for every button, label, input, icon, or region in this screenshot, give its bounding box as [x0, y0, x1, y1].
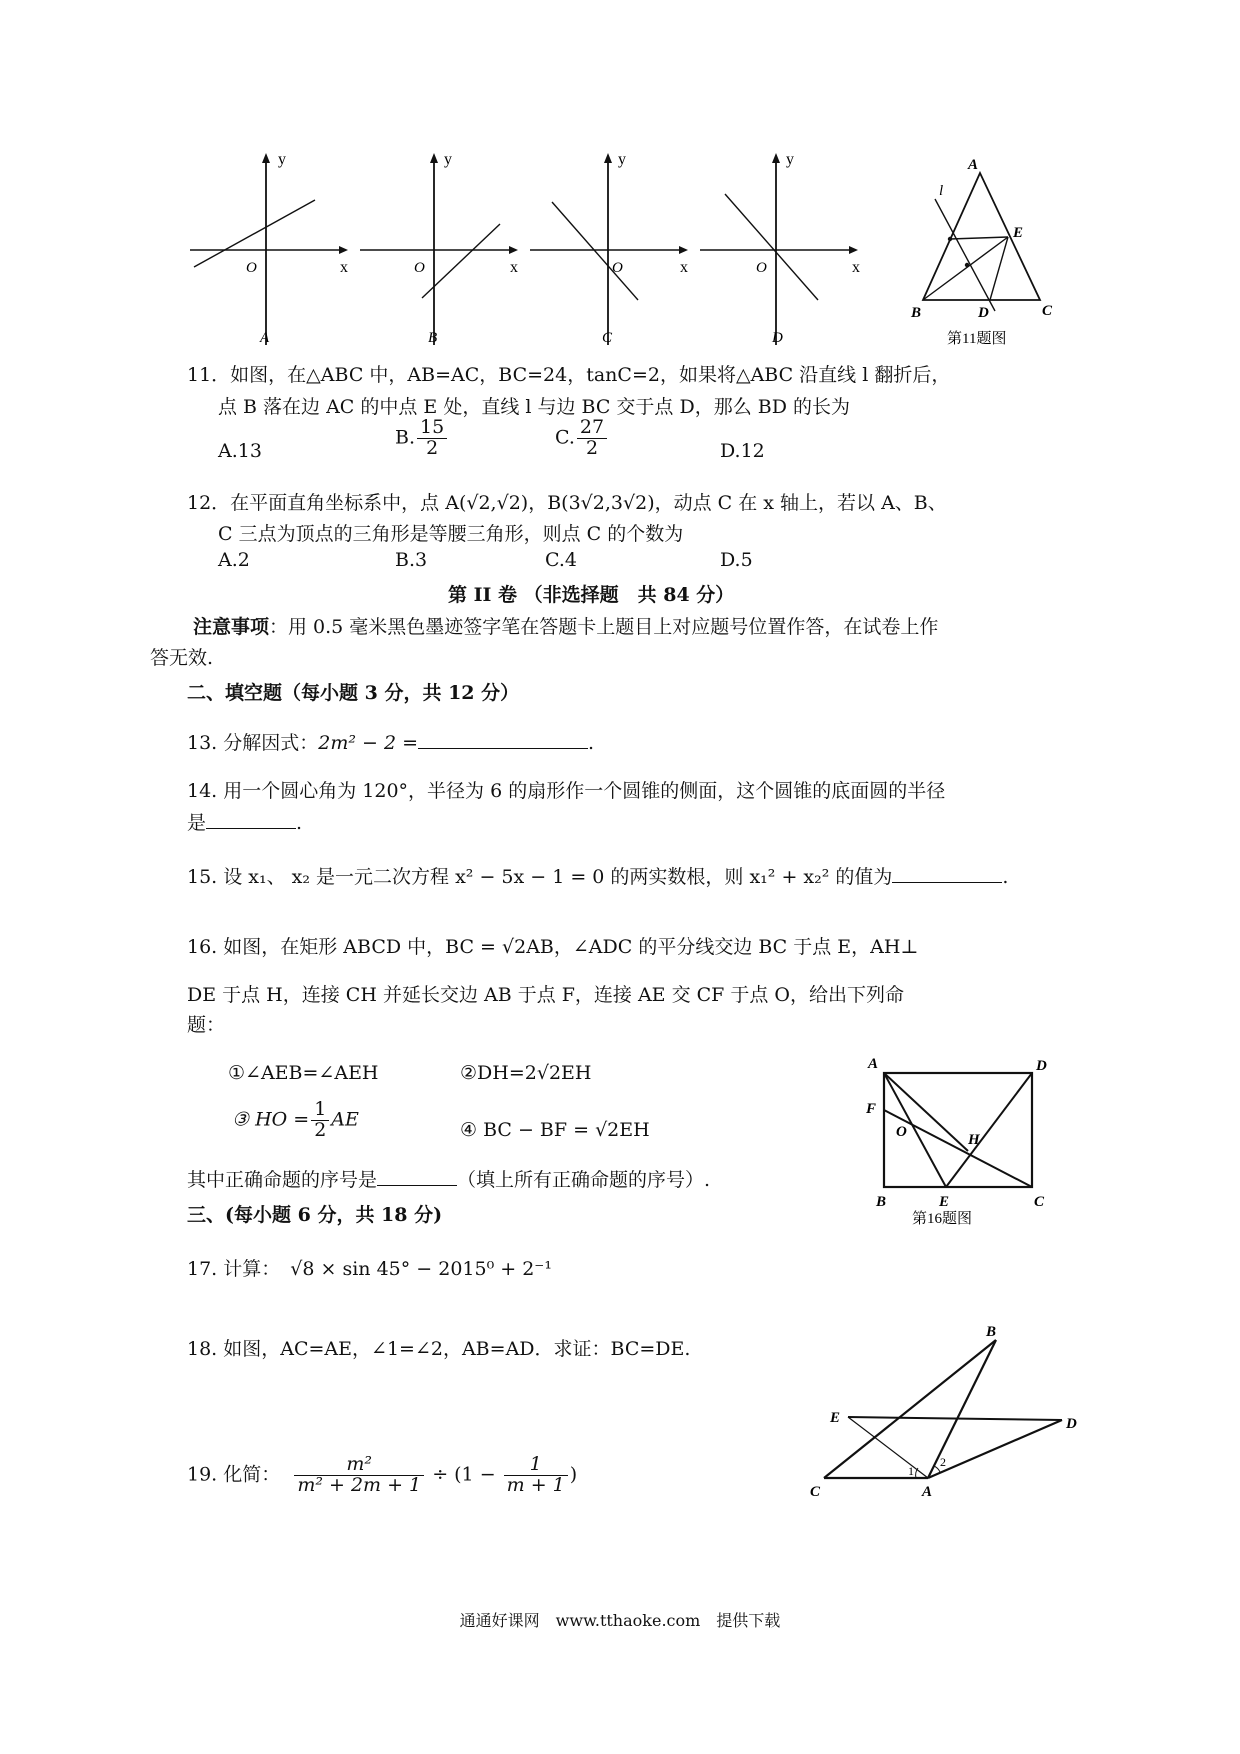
q19-middle: ÷ (1 − — [432, 1463, 496, 1486]
fill-section-title: 二、填空题（每小题 3 分，共 12 分） — [187, 682, 520, 704]
q12-text-e: )，动点 C 在 x 轴上，若以 A、B、 — [647, 492, 947, 514]
fig11-label-l: l — [939, 183, 944, 199]
q11-option-c — [555, 418, 609, 459]
fig16-label-o: O — [896, 1124, 907, 1140]
graph-b-caption: B — [428, 330, 438, 346]
q17-expression: √8 × sin 45° − 2015⁰ + 2⁻¹ — [290, 1258, 552, 1280]
q11-option-b-prefix: B. — [395, 426, 416, 449]
notice-line1 — [193, 612, 938, 642]
fig18-label-b: B — [986, 1324, 997, 1340]
q11-option-d: D.12 — [720, 440, 765, 462]
q14-line1: 14. 用一个圆心角为 120°，半径为 6 的扇形作一个圆锥的侧面，这个圆锥的底面圆的半径 — [187, 780, 946, 802]
q11-line1: 11．如图，在△ABC 中，AB=AC，BC=24，tanC=2，如果将△ABC 沿直线 l 翻折后， — [187, 364, 951, 386]
q16-line2: DE 于点 H，连接 CH 并延长交边 AB 于点 F，连接 AE 交 CF 于点 O，给出下列命 — [187, 984, 905, 1006]
q12-line1 — [187, 488, 947, 518]
graph-b-x-label: x — [510, 259, 518, 276]
fig16-caption: 第16题图 — [912, 1211, 973, 1225]
q12-option-d: D.5 — [720, 549, 753, 571]
q11-option-a: A.13 — [218, 440, 262, 462]
fig16-label-h: H — [968, 1132, 980, 1148]
q12-text-a: 12．在平面直角坐标系中，点 A( — [187, 492, 467, 514]
q12-option-c: C.4 — [545, 549, 577, 571]
q16-prop-1: ①∠AEB=∠AEH — [228, 1062, 379, 1084]
q12-point-a-coords: √2,√2 — [466, 492, 521, 514]
graph-a-y-label: y — [278, 151, 286, 168]
q16-answer-blank[interactable] — [377, 1165, 457, 1186]
fig18-label-e: E — [830, 1410, 841, 1426]
fig11-label-c: C — [1042, 303, 1053, 319]
q13-prefix: 13. 分解因式： — [187, 732, 319, 754]
q19-numerator-2: 1 — [504, 1455, 568, 1476]
q16-prop-3-prefix: ③ HO = — [232, 1108, 310, 1131]
q19 — [187, 1455, 577, 1496]
figure-16 — [862, 1040, 1052, 1229]
notice-line2: 答无效. — [150, 647, 214, 669]
notice-text: ：用 0.5 毫米黑色墨迹签字笔在答题卡上题目上对应题号位置作答，在试卷上作 — [269, 616, 939, 638]
fig18-angle-2: 2 — [940, 1455, 946, 1469]
q11-option-b — [395, 418, 449, 459]
q11-option-c-prefix: C. — [555, 426, 575, 449]
figure-11 — [905, 155, 1065, 354]
graph-b — [360, 150, 530, 354]
fig18-angle-1: 1 — [908, 1464, 914, 1478]
q16-prop-4: ④ BC − BF = √2EH — [460, 1119, 650, 1141]
q16-line1: 16. 如图，在矩形 ABCD 中，BC = √2AB，∠ADC 的平分线交边 BC 于点 E，AH⊥ — [187, 936, 919, 958]
graph-a-x-label: x — [340, 259, 348, 276]
q13-suffix: . — [588, 732, 595, 754]
q14-suffix: . — [296, 812, 303, 834]
fig18-label-d: D — [1066, 1416, 1077, 1432]
q17-prefix: 17. 计算： — [187, 1258, 281, 1280]
q16-last-prefix: 其中正确命题的序号是 — [187, 1169, 378, 1191]
q18: 18. 如图，AC=AE，∠1=∠2，AB=AD．求证：BC=DE. — [187, 1338, 691, 1360]
graph-c-origin: O — [612, 260, 623, 276]
graph-c — [530, 150, 700, 354]
graph-c-caption: C — [602, 330, 613, 346]
q12-text-c: )，B( — [520, 492, 569, 514]
graph-c-x-label: x — [680, 259, 688, 276]
q11-line2: 点 B 落在边 AC 的中点 E 处，直线 l 与边 BC 交于点 D，那么 BD 的长为 — [218, 396, 850, 418]
q12-option-a: A.2 — [218, 549, 250, 571]
q11-option-c-den: 2 — [585, 436, 599, 459]
graph-a-origin: O — [246, 260, 257, 276]
q19-denominator: m² + 2m + 1 — [297, 1473, 422, 1496]
notice-label: 注意事项 — [193, 616, 270, 638]
q15-suffix: . — [1002, 866, 1009, 888]
q19-prefix: 19. 化简： — [187, 1463, 281, 1486]
fig16-label-a: A — [868, 1056, 879, 1072]
graph-c-y-label: y — [618, 151, 626, 168]
fig16-label-b: B — [876, 1194, 887, 1210]
q12-line2: C 三点为顶点的三角形是等腰三角形，则点 C 的个数为 — [218, 523, 684, 545]
q19-numerator: m² — [294, 1455, 424, 1476]
q11-option-c-num: 27 — [577, 418, 607, 439]
graph-a-caption: A — [260, 330, 270, 346]
fig16-label-f: F — [866, 1101, 877, 1117]
q16-prop-3-suffix: AE — [331, 1108, 359, 1131]
q14-answer-blank[interactable] — [206, 808, 296, 829]
graph-d — [700, 150, 870, 354]
graph-d-y-label: y — [786, 151, 794, 168]
q11-option-b-den: 2 — [426, 436, 439, 459]
figure-18 — [800, 1320, 1100, 1514]
fig16-label-e: E — [939, 1194, 950, 1210]
fig16-label-d: D — [1036, 1058, 1047, 1074]
q16-line3: 题： — [187, 1014, 226, 1036]
q14-prefix: 是 — [187, 812, 207, 834]
q13 — [187, 728, 594, 758]
section-2-title: 第 II 卷 （非选择题 共 84 分） — [448, 584, 735, 606]
graph-d-origin: O — [756, 260, 767, 276]
fig11-label-d: D — [978, 305, 989, 321]
q16-prop-2: ②DH=2√2EH — [460, 1062, 592, 1084]
fig11-label-a: A — [968, 157, 979, 173]
q16-prop-3-den: 2 — [314, 1118, 327, 1141]
q15 — [187, 862, 1008, 892]
graph-b-origin: O — [414, 260, 425, 276]
q16-prop-3-num: 1 — [311, 1100, 329, 1121]
graph-b-y-label: y — [444, 151, 452, 168]
q11-option-b-num: 15 — [417, 418, 447, 439]
q17 — [187, 1254, 552, 1284]
fig16-label-c: C — [1034, 1194, 1045, 1210]
fig11-label-b: B — [911, 305, 922, 321]
q15-prefix: 15. 设 x₁、 x₂ 是一元二次方程 x² − 5x − 1 = 0 的两实数根，则 x₁² + x₂² 的值为 — [187, 866, 893, 888]
q12-point-b-coords: 3√2,3√2 — [568, 492, 648, 514]
q14-line2 — [187, 808, 302, 838]
q16-last-suffix: （填上所有正确命题的序号）. — [457, 1169, 711, 1191]
q19-end: ) — [569, 1463, 578, 1486]
q15-answer-blank[interactable] — [892, 862, 1002, 883]
graph-d-x-label: x — [852, 259, 860, 276]
fig18-label-a: A — [922, 1484, 933, 1500]
fig18-label-c: C — [810, 1484, 821, 1500]
section-3-title: 三、(每小题 6 分，共 18 分) — [187, 1204, 443, 1226]
graph-d-caption: D — [772, 330, 783, 346]
q13-answer-blank[interactable] — [418, 728, 588, 749]
q13-expression: 2m² − 2 = — [318, 732, 419, 754]
fig11-caption: 第11题图 — [947, 331, 1007, 347]
q12-option-b: B.3 — [395, 549, 428, 571]
footer-source: 通通好课网 www.tthaoke.com 提供下载 — [459, 1611, 781, 1630]
q16-last-line — [187, 1165, 710, 1195]
fig11-label-e: E — [1013, 225, 1024, 241]
graph-a — [190, 150, 360, 354]
q19-denominator-2: m + 1 — [506, 1473, 565, 1496]
q16-prop-3 — [232, 1100, 359, 1141]
